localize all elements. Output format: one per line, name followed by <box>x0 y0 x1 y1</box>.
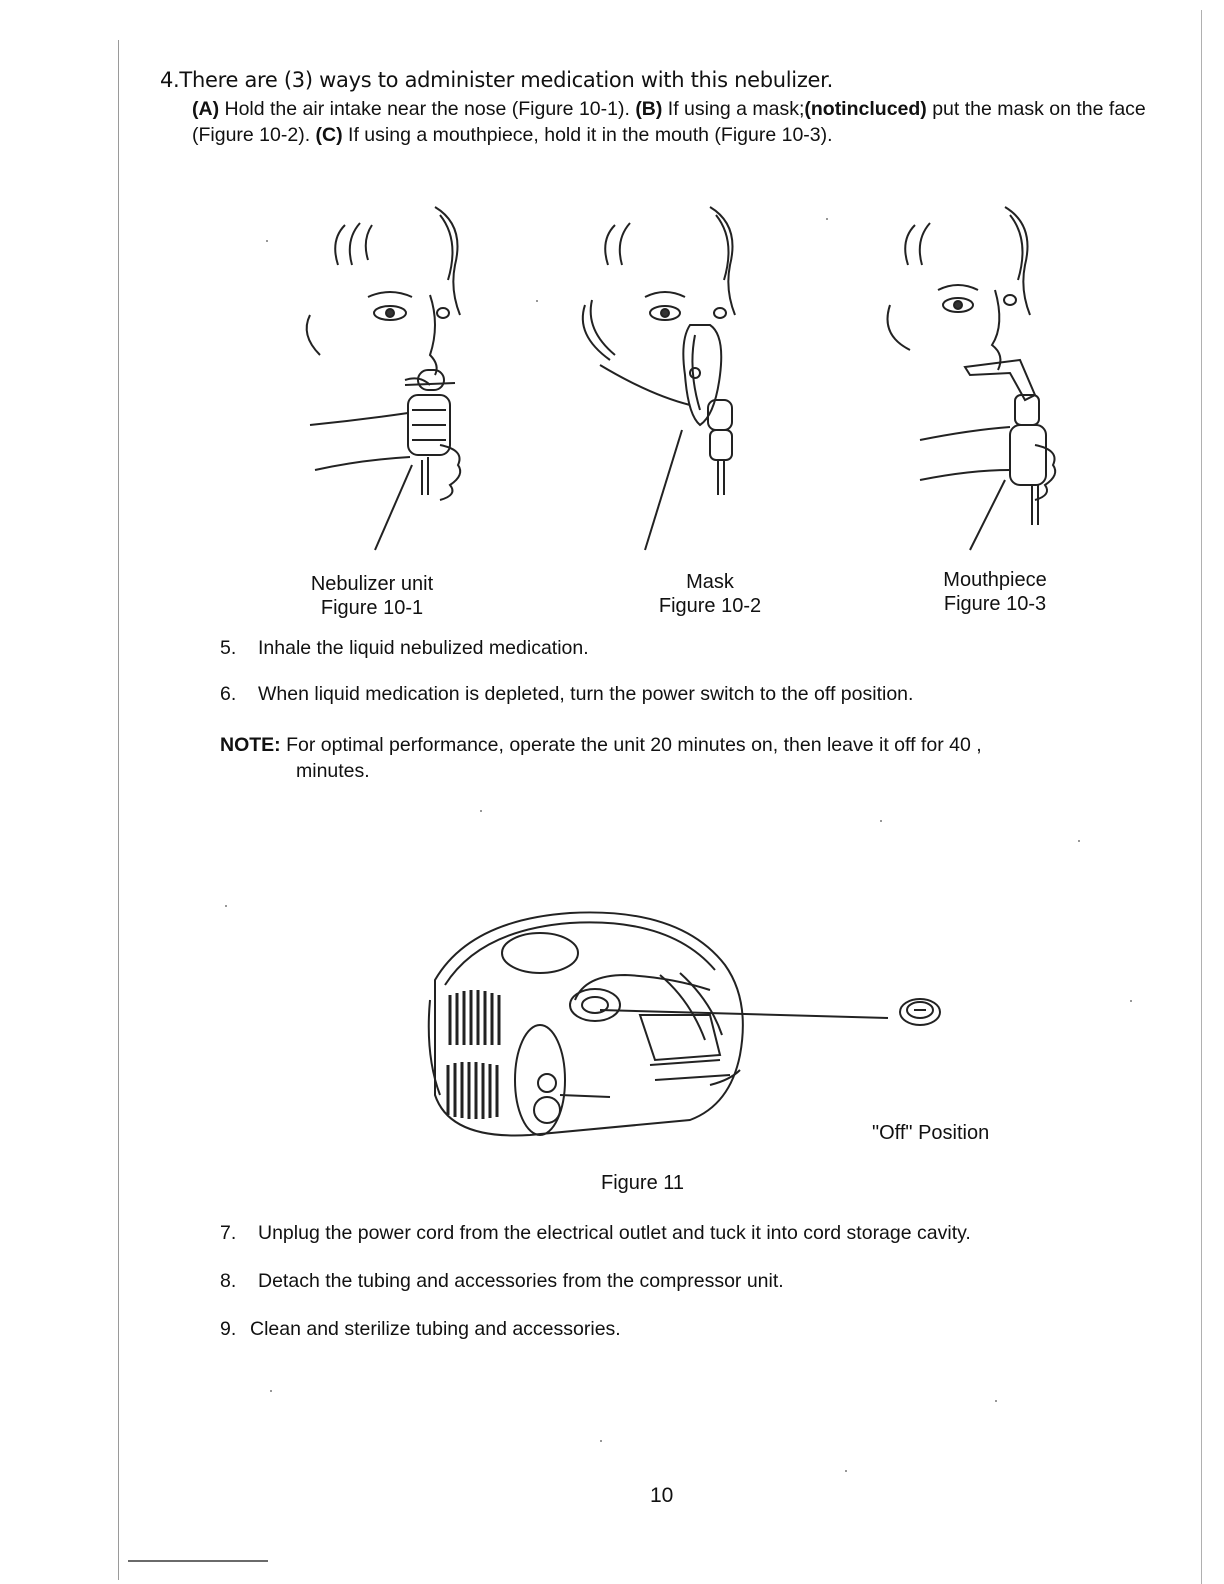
figure-10-1-illustration <box>290 195 490 555</box>
scan-speck <box>600 1440 602 1442</box>
figure-11-caption: Figure 11 <box>601 1172 685 1194</box>
option-a-text: Hold the air intake near the nose (Figure 10-1). <box>219 98 636 120</box>
option-b-note: (notincluced) <box>804 98 927 120</box>
scan-speck <box>225 905 227 907</box>
scan-speck <box>995 1400 997 1402</box>
scan-right-edge <box>1201 10 1202 1584</box>
binding-margin-line <box>118 40 119 1580</box>
scan-speck <box>536 300 538 302</box>
step-number: 8. <box>220 1270 237 1292</box>
scan-bottom-line <box>128 1560 268 1562</box>
option-b-marker: (B) <box>635 98 663 120</box>
figure-10-2-number: Figure 10-2 <box>658 595 762 617</box>
scan-speck <box>480 810 482 812</box>
option-c-text: If using a mouthpiece, hold it in the mouth (Figure 10-3). <box>342 124 833 146</box>
figure-10-3-illustration <box>870 195 1070 555</box>
note-line-1: For optimal performance, operate the unit 20 minutes on, then leave it off for 40 , <box>280 734 982 756</box>
figure-10-2-caption <box>600 570 820 618</box>
step-number: 7. <box>220 1222 237 1244</box>
figure-10-2-illustration <box>570 195 770 555</box>
step-4-instructions <box>192 96 1152 148</box>
figure-10-2-label: Mask <box>686 571 734 593</box>
step-5 <box>220 637 589 660</box>
step-7 <box>220 1222 971 1245</box>
figure-10-3-caption <box>885 568 1105 616</box>
note-line-2: minutes. <box>296 760 370 782</box>
scan-speck <box>1130 1000 1132 1002</box>
scan-speck <box>845 1470 847 1472</box>
step-8 <box>220 1270 784 1293</box>
step-number: 5. <box>220 637 237 659</box>
option-b-text-cont: put the mask on the face (Figure 10-2). <box>192 98 1146 146</box>
step-text: Unplug the power cord from the electrical outlet and tuck it into cord storage cavity. <box>258 1222 971 1244</box>
note-label: NOTE: <box>220 734 281 756</box>
step-4-heading: 4.There are (3) ways to administer medication with this nebulizer. <box>160 68 833 92</box>
figure-10-1-number: Figure 10-1 <box>320 597 424 619</box>
scan-speck <box>880 820 882 822</box>
option-c-marker: (C) <box>315 124 343 146</box>
scan-speck <box>266 240 268 242</box>
usage-note <box>220 732 1140 784</box>
step-number: 9. <box>220 1318 237 1340</box>
option-a-marker: (A) <box>192 98 220 120</box>
scan-speck <box>1078 840 1080 842</box>
step-text: Detach the tubing and accessories from the compressor unit. <box>258 1270 784 1292</box>
figure-10-1-caption <box>262 572 482 620</box>
step-9 <box>220 1318 621 1341</box>
figure-10-1-label: Nebulizer unit <box>310 573 434 595</box>
scan-speck <box>826 218 828 220</box>
step-text: Inhale the liquid nebulized medication. <box>258 637 589 659</box>
figure-11-compressor-illustration <box>410 905 900 1150</box>
power-switch-off-detail <box>895 995 945 1034</box>
figure-10-3-label: Mouthpiece <box>943 569 1047 591</box>
step-text: When liquid medication is depleted, turn the power switch to the off position. <box>258 683 914 705</box>
step-number: 6. <box>220 683 237 705</box>
option-b-text: If using a mask; <box>662 98 805 120</box>
step-text: Clean and sterilize tubing and accessories. <box>250 1318 621 1340</box>
scan-speck <box>270 1390 272 1392</box>
page-number: 10 <box>650 1484 674 1507</box>
off-position-label: "Off" Position <box>872 1122 990 1144</box>
figure-10-3-number: Figure 10-3 <box>943 593 1047 615</box>
step-6 <box>220 683 913 706</box>
